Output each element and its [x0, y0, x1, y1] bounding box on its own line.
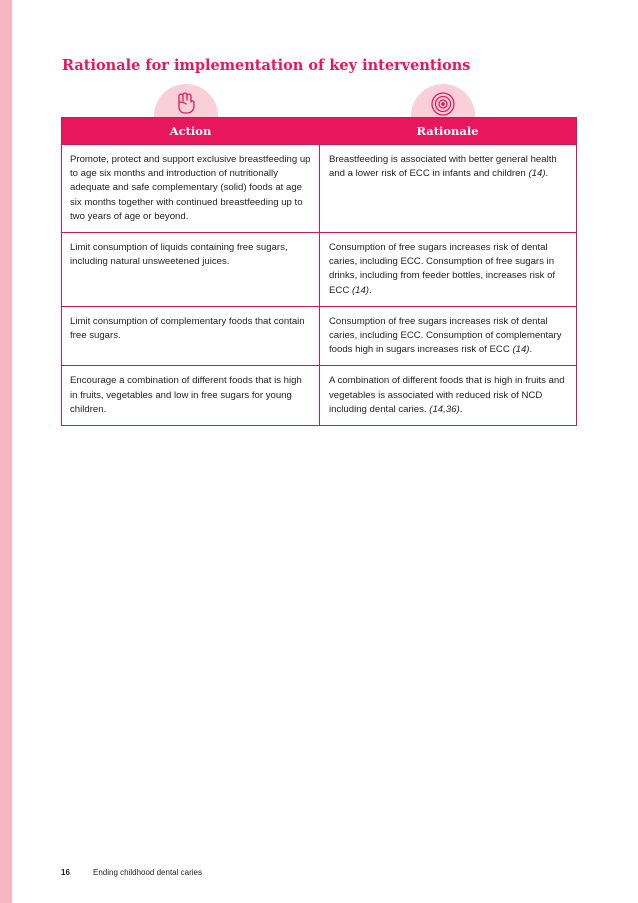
interventions-table [61, 117, 577, 426]
action-cell: Limit consumption of complementary foods that contain free sugars. [70, 315, 305, 342]
rationale-cell [319, 145, 576, 232]
rationale-tail: . [369, 284, 372, 296]
section-title: Rationale for implementation of key interventions [62, 57, 471, 74]
rationale-text: Breastfeeding is associated with better general health and a lower risk of ECC in infants and children [329, 154, 557, 180]
rationale-text: Consumption of free sugars increases risk of dental caries, including ECC. Consumption of complementary foods high in sugars increases risk of ECC [329, 315, 562, 356]
header-action: Action [169, 124, 212, 138]
reference: (14) [351, 284, 369, 296]
header-rationale: Rationale [416, 124, 479, 138]
side-color-strip [0, 0, 12, 903]
rationale-badge [411, 84, 475, 118]
table-row [62, 144, 576, 232]
table-row [62, 365, 576, 425]
reference: (14,36) [429, 403, 460, 415]
rationale-tail: . [529, 344, 533, 356]
action-badge [154, 84, 218, 118]
action-cell: Promote, protect and support exclusive breastfeeding up to age six months and introduction of nutritionally adequate and safe complementary (solid) foods at age six months together with continued breastfeeding up to two years of age or beyond. [70, 154, 311, 222]
page-number: 16 [61, 868, 70, 877]
rationale-text: Consumption of free sugars increases risk of dental caries, including ECC. Consumption of free sugars in drinks, including from feeder bottles, increases risk of ECC [329, 242, 556, 296]
action-cell: Limit consumption of liquids containing free sugars, including natural unsweetened juices. [70, 242, 288, 268]
reference: (14) [512, 344, 530, 356]
rationale-cell [319, 307, 576, 366]
document-title: Ending childhood dental caries [93, 868, 202, 877]
rationale-tail: . [459, 403, 463, 415]
page-footer [61, 868, 202, 877]
table-header [62, 118, 576, 144]
action-cell: Encourage a combination of different foods that is high in fruits, vegetables and low in free sugars for young children. [70, 375, 302, 415]
rationale-text: A combination of different foods that is high in fruits and vegetables is associated with reduced risk of NCD including dental caries. [329, 375, 565, 415]
rationale-cell [319, 233, 576, 306]
target-icon [430, 90, 456, 116]
raised-fist-icon [173, 90, 199, 116]
rationale-tail: . [545, 168, 549, 180]
reference: (14) [528, 168, 546, 180]
table-row [62, 232, 576, 306]
rationale-cell [319, 366, 576, 425]
table-row [62, 306, 576, 366]
